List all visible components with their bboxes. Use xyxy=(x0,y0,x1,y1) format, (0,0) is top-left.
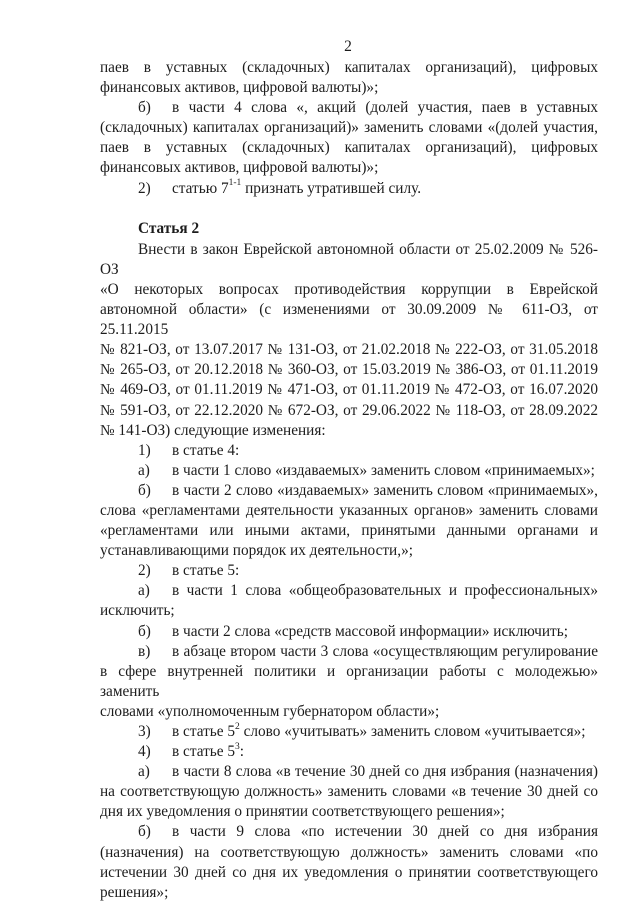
text-line: в части 4 слова «, акций (долей участия, паев в уставных xyxy=(172,99,598,117)
superscript: 3 xyxy=(235,742,240,752)
text-line: (складочных) капиталах организаций)» заменить словами «(долей участия, xyxy=(100,119,598,137)
list-item-text xyxy=(172,722,598,742)
text-line: № 265-ОЗ, от 20.12.2018 № 360-ОЗ, от 15.03.2019 № 386-ОЗ, от 01.11.2019 xyxy=(100,361,598,379)
text-line: словами «уполномоченным губернатором области»; xyxy=(100,702,440,720)
list-marker: б) xyxy=(138,481,151,499)
list-item xyxy=(100,622,598,642)
list-marker: в) xyxy=(138,642,151,660)
text-line: «регламентами или иными актами, принятыми данными органами и xyxy=(100,522,598,540)
text-line: в части 9 слова «по истечении 30 дней со дня избрания xyxy=(172,823,598,841)
list-marker: а) xyxy=(138,582,150,600)
list-marker: 3) xyxy=(138,723,151,740)
text-line: в части 2 слово «издаваемых» заменить словом «принимаемых», xyxy=(172,481,598,499)
list-item-text: в статье 4: xyxy=(172,441,240,459)
text-line: № 141-ОЗ) следующие изменения: xyxy=(100,421,326,439)
article-heading: Статья 2 xyxy=(138,219,200,237)
list-marker: б) xyxy=(138,823,151,841)
text-segment: : xyxy=(239,743,245,761)
page-number: 2 xyxy=(344,38,352,55)
text-line: на соответствующую должность» заменить словами «в течение 30 дней со xyxy=(100,783,598,801)
list-item xyxy=(100,441,598,461)
text-line: в части 8 слова «в течение 30 дней со дня избрания (назначения) xyxy=(172,763,598,781)
list-item xyxy=(100,822,598,842)
text-line: в абзаце втором части 3 слова «осуществляющим регулирование xyxy=(172,642,598,660)
text-line: № 821-ОЗ, от 13.07.2017 № 131-ОЗ, от 21.02.2018 № 222-ОЗ, от 31.05.2018 xyxy=(100,341,598,359)
list-item-text: в статье 5: xyxy=(172,562,240,580)
list-item-text xyxy=(172,742,598,762)
text-line: паев в уставных (складочных) капиталах организаций), цифровых xyxy=(100,139,598,157)
text-line: паев в уставных (складочных) капиталах организаций), цифровых xyxy=(100,59,598,76)
list-marker: 2) xyxy=(138,179,151,197)
list-item xyxy=(100,179,598,199)
text-segment: статью 7 xyxy=(172,179,229,197)
text-segment: признать утратившей силу. xyxy=(241,179,422,197)
list-item-text xyxy=(172,179,598,199)
list-item-text: в части 1 слово «издаваемых» заменить словом «принимаемых»; xyxy=(172,461,595,479)
list-item xyxy=(100,561,598,581)
text-line: слова «регламентами деятельности указанных органов» заменить словами xyxy=(100,501,598,519)
list-marker: 1) xyxy=(138,441,151,459)
text-line: № 469-ОЗ, от 01.11.2019 № 471-ОЗ, от 01.11.2019 № 472-ОЗ, от 16.07.2020 xyxy=(100,381,598,399)
list-item xyxy=(100,642,598,662)
list-item xyxy=(100,461,598,481)
list-marker: 2) xyxy=(138,562,151,580)
text-line: финансовых активов, цифровой валюты)»; xyxy=(100,159,379,177)
document-body xyxy=(100,58,598,903)
text-line: в сфере внутренней политики и организации работы с молодежью» заменить xyxy=(100,662,598,700)
list-item xyxy=(100,581,598,601)
list-marker: б) xyxy=(138,99,151,117)
text-line: «О некоторых вопросах противодействия коррупции в Еврейской xyxy=(100,280,598,298)
text-line: Внести в закон Еврейской автономной области от 25.02.2009 № 526-ОЗ xyxy=(100,240,598,278)
list-marker: 4) xyxy=(138,743,151,761)
list-marker: а) xyxy=(138,763,150,781)
text-line: истечении 30 дней со дня их уведомления о принятии соответствующего xyxy=(100,863,598,881)
text-line: финансовых активов, цифровой валюты)»; xyxy=(100,79,379,97)
text-line: в части 1 слова «общеобразовательных и профессиональных» xyxy=(172,582,598,600)
text-segment: в статье 5 xyxy=(172,743,236,761)
superscript: 2 xyxy=(235,721,240,732)
list-marker: а) xyxy=(138,461,150,479)
list-item xyxy=(100,722,598,742)
list-item-text: в части 2 слова «средств массовой информации» исключить; xyxy=(172,622,568,640)
text-line: исключить; xyxy=(100,602,175,620)
superscript: 1-1 xyxy=(228,178,242,189)
list-item xyxy=(100,762,598,782)
text-line: устанавливающими порядок их деятельности,»; xyxy=(100,542,413,560)
text-segment: в статье 5 xyxy=(172,723,236,740)
list-marker: б) xyxy=(138,622,151,640)
list-item xyxy=(100,98,598,118)
list-item xyxy=(100,481,598,501)
text-line: (назначения) на соответствующую должность» заменить словами «по xyxy=(100,843,598,861)
text-line: решения»; xyxy=(100,883,169,901)
text-line: № 591-ОЗ, от 22.12.2020 № 672-ОЗ, от 29.06.2022 № 118-ОЗ, от 28.09.2022 xyxy=(100,401,598,419)
list-item xyxy=(100,742,598,762)
text-line: дня их уведомления о принятии соответствующего решения»; xyxy=(100,803,505,821)
text-line: автономной области» (с изменениями от 30.09.2009 № 611-ОЗ, от 25.11.2015 xyxy=(100,301,598,339)
text-segment: слово «учитывать» заменить словом «учитывается»; xyxy=(239,723,586,740)
